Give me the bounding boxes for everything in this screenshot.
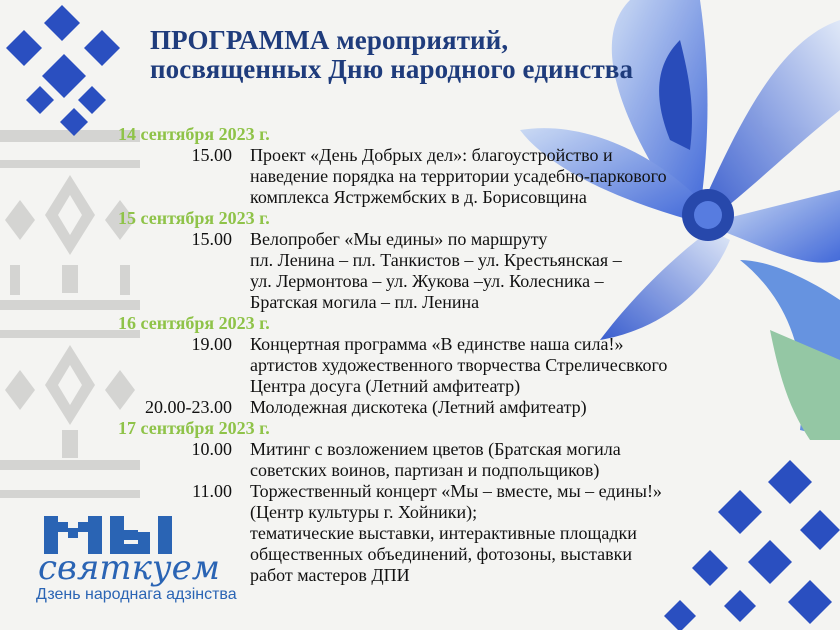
program-row <box>0 355 840 376</box>
program-text: работ мастеров ДПИ <box>250 565 410 585</box>
logo-subtitle: Дзень народнага адзінства <box>36 586 237 603</box>
program-row <box>0 460 840 481</box>
program-row <box>0 208 840 229</box>
program-row <box>0 481 840 502</box>
program-row <box>0 229 840 250</box>
program-row <box>0 313 840 334</box>
program-row <box>0 271 840 292</box>
program-time: 10.00 <box>191 439 232 459</box>
program-time: 19.00 <box>191 334 232 354</box>
program-date: 17 сентября 2023 г. <box>118 418 270 438</box>
program-row <box>0 397 840 418</box>
program-time: 20.00-23.00 <box>145 397 232 417</box>
program-text: тематические выставки, интерактивные площадки <box>250 523 637 543</box>
program-row <box>0 439 840 460</box>
program-row <box>0 376 840 397</box>
program-row <box>0 166 840 187</box>
logo <box>30 508 270 618</box>
program-row <box>0 292 840 313</box>
program-row <box>0 334 840 355</box>
program-date: 16 сентября 2023 г. <box>118 313 270 333</box>
program-date: 14 сентября 2023 г. <box>118 124 270 144</box>
program-row <box>0 418 840 439</box>
logo-script: святкуем <box>38 548 220 588</box>
program-row <box>0 124 840 145</box>
program-time: 15.00 <box>191 229 232 249</box>
program-text: Братская могила – пл. Ленина <box>250 292 480 312</box>
program-text: Проект «День Добрых дел»: благоустройство и <box>250 145 613 165</box>
title-line-2: посвященных Дню народного единства <box>150 54 634 84</box>
program-text: Молодежная дискотека (Летний амфитеатр) <box>250 397 587 417</box>
program-text: общественных объединений, фотозоны, выставки <box>250 544 632 564</box>
program-text: комплекса Ястржембских в д. Борисовщина <box>250 187 587 207</box>
program-date: 15 сентября 2023 г. <box>118 208 270 228</box>
program-text: советских воинов, партизан и подпольщиков) <box>250 460 600 480</box>
program-text: наведение порядка на территории усадебно-паркового <box>250 166 667 186</box>
program-text: Концертная программа «В единстве наша сила!» <box>250 334 624 354</box>
program-text: артистов художественного творчества Стреличесвкого <box>250 355 668 375</box>
page-title <box>150 26 633 84</box>
program-text: ул. Лермонтова – ул. Жукова –ул. Колесника – <box>250 271 604 291</box>
program-text: пл. Ленина – пл. Танкистов – ул. Крестьянская – <box>250 250 622 270</box>
program-row <box>0 145 840 166</box>
program-time: 15.00 <box>191 145 232 165</box>
program-row <box>0 187 840 208</box>
program-text: Велопробег «Мы едины» по маршруту <box>250 229 548 249</box>
program-text: Центра досуга (Летний амфитеатр) <box>250 376 521 396</box>
title-line-1: ПРОГРАММА мероприятий, <box>150 25 509 55</box>
program-row <box>0 250 840 271</box>
program-text: Митинг с возложением цветов (Братская могила <box>250 439 621 459</box>
program-text: (Центр культуры г. Хойники); <box>250 502 478 522</box>
program-time: 11.00 <box>192 481 232 501</box>
program-text: Торжественный концерт «Мы – вместе, мы – едины!» <box>250 481 662 501</box>
